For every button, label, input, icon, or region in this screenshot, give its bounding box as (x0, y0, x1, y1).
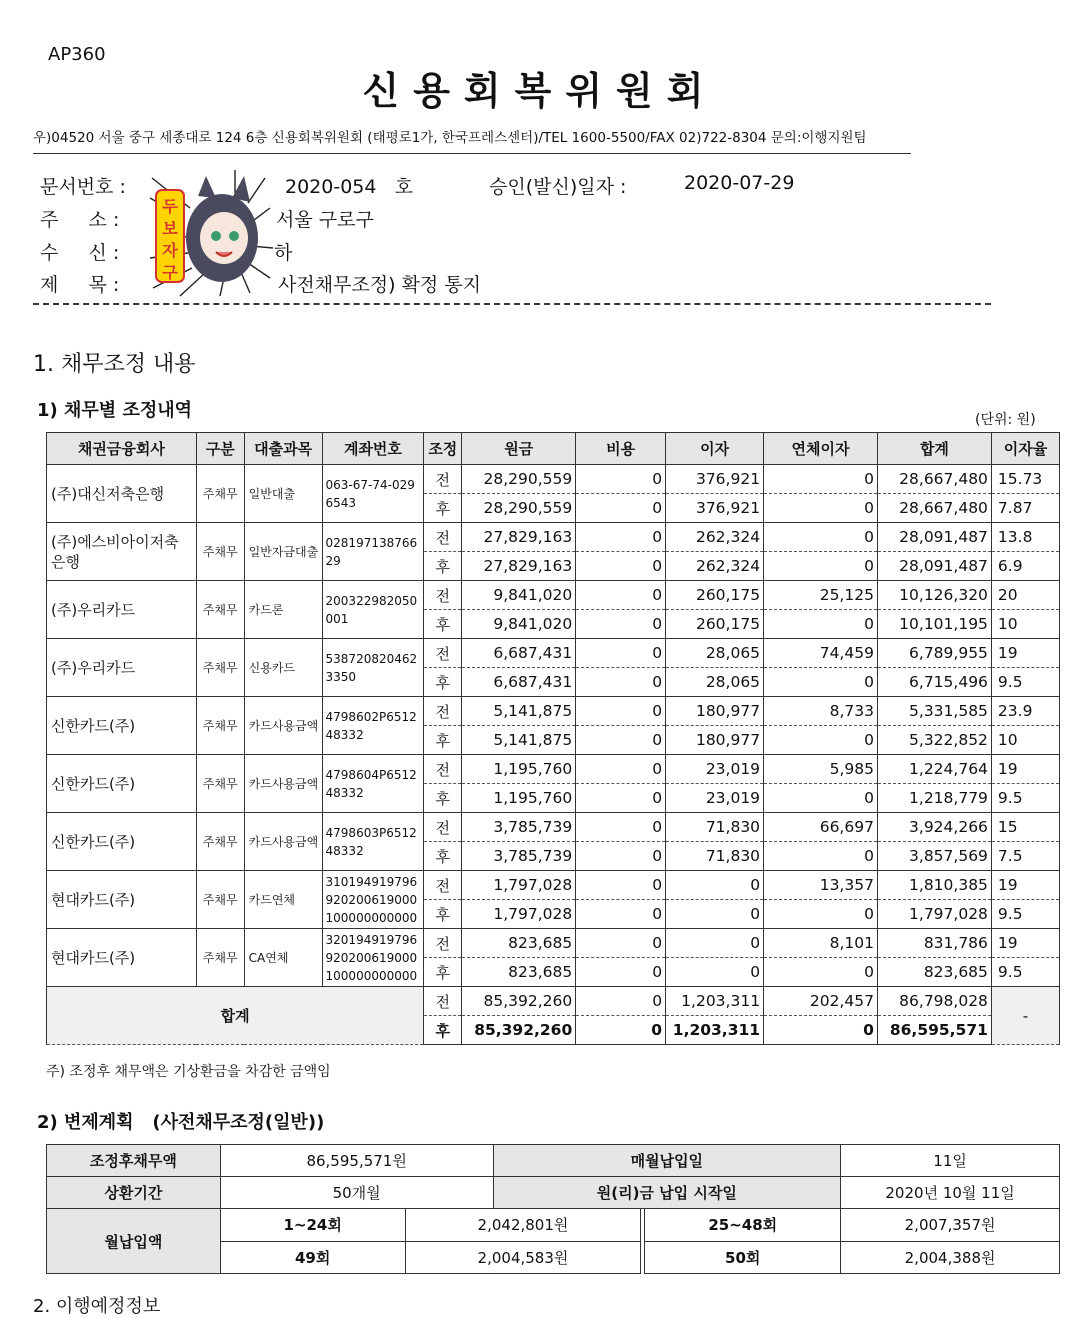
rate-cell: 13.8 (991, 523, 1059, 552)
cost-cell: 0 (576, 900, 666, 929)
stage-cell: 전 (424, 929, 462, 958)
rate-cell: 20 (991, 581, 1059, 610)
creditor-cell: 현대카드(주) (47, 929, 197, 987)
rate-cell: 9.5 (991, 958, 1059, 987)
overdue-cell: 0 (764, 494, 878, 523)
installment-amount: 2,004,388원 (841, 1241, 1060, 1274)
overdue-cell: 8,101 (764, 929, 878, 958)
overdue-cell: 0 (764, 900, 878, 929)
total-cell: 5,322,852 (877, 726, 991, 755)
column-header: 비용 (576, 433, 666, 465)
overdue-cell: 74,459 (764, 639, 878, 668)
principal-cell: 1,195,760 (462, 784, 576, 813)
column-header: 구분 (196, 433, 244, 465)
principal-cell: 9,841,020 (462, 610, 576, 639)
svg-text:자: 자 (162, 241, 178, 260)
total-cell: 10,101,195 (877, 610, 991, 639)
stage-cell: 전 (424, 871, 462, 900)
debt-kind-cell: 주채무 (196, 813, 244, 871)
organization-title: 신용회복위원회 (362, 69, 718, 113)
subsection-1-title: 1) 채무별 조정내역 (37, 400, 192, 421)
principal-cell: 6,687,431 (462, 639, 576, 668)
creditor-cell: (주)에스비아이저축은행 (47, 523, 197, 581)
stage-cell: 전 (424, 697, 462, 726)
interest-cell: 376,921 (666, 494, 764, 523)
rate-cell: 19 (991, 755, 1059, 784)
account-number-cell: 02819713876629 (322, 523, 424, 581)
total-cell: 1,810,385 (877, 871, 991, 900)
rate-cell: 15 (991, 813, 1059, 842)
overdue-cell: 0 (764, 842, 878, 871)
stage-cell: 전 (424, 639, 462, 668)
interest-cell: 23,019 (666, 784, 764, 813)
overdue-cell: 66,697 (764, 813, 878, 842)
stage-cell: 후 (424, 784, 462, 813)
loan-type-cell: 카드사용금액 (244, 813, 322, 871)
rate-cell: 10 (991, 610, 1059, 639)
account-number-cell: 4798602P651248332 (322, 697, 424, 755)
table-row (47, 755, 1060, 784)
svg-text:구: 구 (162, 263, 178, 282)
cost-cell: 0 (576, 784, 666, 813)
svg-text:보: 보 (162, 219, 178, 238)
overdue-cell: 5,985 (764, 755, 878, 784)
total-total-cell: 86,595,571 (877, 1016, 991, 1045)
debt-kind-cell: 주채무 (196, 581, 244, 639)
total-principal-cell: 85,392,260 (462, 987, 576, 1016)
interest-cell: 376,921 (666, 465, 764, 494)
svg-text:두: 두 (162, 197, 178, 216)
interest-cell: 28,065 (666, 668, 764, 697)
table-row (47, 523, 1060, 552)
rate-cell: 9.5 (991, 784, 1059, 813)
debt-kind-cell: 주채무 (196, 755, 244, 813)
loan-type-cell: 일반대출 (244, 465, 322, 523)
period-value: 50개월 (220, 1177, 493, 1209)
stage-cell: 후 (424, 668, 462, 697)
column-header: 합계 (877, 433, 991, 465)
interest-cell: 260,175 (666, 610, 764, 639)
principal-cell: 1,195,760 (462, 755, 576, 784)
table-row (47, 871, 1060, 900)
cost-cell: 0 (576, 871, 666, 900)
cost-cell: 0 (576, 610, 666, 639)
creditor-cell: (주)우리카드 (47, 639, 197, 697)
installment-amount: 2,004,583원 (405, 1241, 641, 1274)
creditor-cell: 신한카드(주) (47, 697, 197, 755)
account-number-cell: 4798604P651248332 (322, 755, 424, 813)
stage-cell: 후 (424, 552, 462, 581)
rate-cell: 19 (991, 929, 1059, 958)
account-number-cell: 4798603P651248332 (322, 813, 424, 871)
principal-cell: 6,687,431 (462, 668, 576, 697)
debt-kind-cell: 주채무 (196, 465, 244, 523)
column-header: 채권금융회사 (47, 433, 197, 465)
cost-cell: 0 (576, 929, 666, 958)
total-overdue-cell: 0 (764, 1016, 878, 1045)
column-header: 이자 (666, 433, 764, 465)
cost-cell: 0 (576, 552, 666, 581)
column-header: 원금 (462, 433, 576, 465)
cost-cell: 0 (576, 494, 666, 523)
stage-cell: 후 (424, 958, 462, 987)
cost-cell: 0 (576, 523, 666, 552)
debt-kind-cell: 주채무 (196, 523, 244, 581)
subsection-2-title: 2) 변제계획 (사전채무조정(일반)) (37, 1112, 325, 1133)
total-cell: 3,924,266 (877, 813, 991, 842)
table-row (47, 697, 1060, 726)
overdue-cell: 0 (764, 552, 878, 581)
total-cell: 10,126,320 (877, 581, 991, 610)
stage-cell: 전 (424, 813, 462, 842)
stage-cell: 전 (424, 465, 462, 494)
table-row (47, 813, 1060, 842)
total-cell: 823,685 (877, 958, 991, 987)
document-code: AP360 (48, 44, 106, 65)
cost-cell: 0 (576, 755, 666, 784)
total-cell: 3,857,569 (877, 842, 991, 871)
principal-cell: 3,785,739 (462, 813, 576, 842)
doc-no-value: 2020-054 호 (285, 176, 413, 198)
interest-cell: 180,977 (666, 726, 764, 755)
interest-cell: 0 (666, 900, 764, 929)
rate-cell: 9.5 (991, 900, 1059, 929)
principal-cell: 5,141,875 (462, 726, 576, 755)
monthly-payment-label: 월납입액 (47, 1209, 221, 1274)
total-cell: 1,218,779 (877, 784, 991, 813)
address-value: 서울 구로구 (276, 209, 374, 231)
cost-cell: 0 (576, 581, 666, 610)
section-2-title: 2. 이행예정정보 (33, 1296, 161, 1317)
redaction-sticker (150, 168, 275, 298)
stage-cell: 후 (424, 842, 462, 871)
account-number-cell: 320194919796920200619000100000000000 (322, 929, 424, 987)
section-1-title: 1. 채무조정 내용 (33, 352, 196, 377)
column-header: 이자율 (991, 433, 1059, 465)
table-row (47, 639, 1060, 668)
monthly-day-value: 11일 (841, 1145, 1060, 1177)
installment-amount: 2,007,357원 (841, 1209, 1060, 1242)
installment-range: 1~24회 (220, 1209, 405, 1242)
creditor-cell: (주)대신저축은행 (47, 465, 197, 523)
installment-amount: 2,042,801원 (405, 1209, 641, 1242)
table-row (47, 929, 1060, 958)
stage-cell: 전 (424, 987, 462, 1016)
total-row (47, 987, 1060, 1016)
interest-cell: 0 (666, 958, 764, 987)
cost-cell: 0 (576, 639, 666, 668)
total-cell: 831,786 (877, 929, 991, 958)
subject-label: 제 목 : (40, 274, 120, 296)
total-cell: 6,789,955 (877, 639, 991, 668)
recipient-label: 수 신 : (40, 242, 120, 264)
creditor-cell: 신한카드(주) (47, 813, 197, 871)
adjusted-debt-label: 조정후채무액 (47, 1145, 221, 1177)
recipient-value: 하 (274, 242, 293, 264)
total-principal-cell: 85,392,260 (462, 1016, 576, 1045)
total-cost-cell: 0 (576, 987, 666, 1016)
installment-range: 50회 (645, 1241, 841, 1274)
rate-cell: 23.9 (991, 697, 1059, 726)
start-date-value: 2020년 10월 11일 (841, 1177, 1060, 1209)
principal-cell: 823,685 (462, 929, 576, 958)
total-interest-cell: 1,203,311 (666, 987, 764, 1016)
interest-cell: 71,830 (666, 842, 764, 871)
creditor-cell: 현대카드(주) (47, 871, 197, 929)
creditor-cell: (주)우리카드 (47, 581, 197, 639)
rate-cell: 6.9 (991, 552, 1059, 581)
principal-cell: 1,797,028 (462, 900, 576, 929)
stage-cell: 전 (424, 581, 462, 610)
total-rate-cell: - (991, 987, 1059, 1045)
principal-cell: 28,290,559 (462, 465, 576, 494)
interest-cell: 262,324 (666, 552, 764, 581)
approval-date-value: 2020-07-29 (684, 172, 795, 194)
total-cell: 28,091,487 (877, 523, 991, 552)
total-cell: 28,667,480 (877, 494, 991, 523)
principal-cell: 823,685 (462, 958, 576, 987)
period-label: 상환기간 (47, 1177, 221, 1209)
debt-kind-cell: 주채무 (196, 929, 244, 987)
total-cell: 5,331,585 (877, 697, 991, 726)
debt-kind-cell: 주채무 (196, 871, 244, 929)
column-header: 연체이자 (764, 433, 878, 465)
stage-cell: 후 (424, 900, 462, 929)
total-cell: 1,224,764 (877, 755, 991, 784)
overdue-cell: 0 (764, 784, 878, 813)
overdue-cell: 0 (764, 610, 878, 639)
installment-range: 49회 (220, 1241, 405, 1274)
cost-cell: 0 (576, 842, 666, 871)
table-header-row (47, 433, 1060, 465)
cost-cell: 0 (576, 726, 666, 755)
principal-cell: 27,829,163 (462, 552, 576, 581)
column-header: 계좌번호 (322, 433, 424, 465)
adjusted-debt-value: 86,595,571원 (220, 1145, 493, 1177)
loan-type-cell: 카드사용금액 (244, 755, 322, 813)
plan-row (47, 1177, 1060, 1209)
cost-cell: 0 (576, 465, 666, 494)
rate-cell: 7.87 (991, 494, 1059, 523)
stage-cell: 전 (424, 523, 462, 552)
installment-range: 25~48회 (645, 1209, 841, 1242)
loan-type-cell: 신용카드 (244, 639, 322, 697)
principal-cell: 3,785,739 (462, 842, 576, 871)
rate-cell: 19 (991, 871, 1059, 900)
interest-cell: 0 (666, 871, 764, 900)
approval-date-label: 승인(발신)일자 : (489, 176, 627, 198)
total-overdue-cell: 202,457 (764, 987, 878, 1016)
interest-cell: 28,065 (666, 639, 764, 668)
total-cost-cell: 0 (576, 1016, 666, 1045)
stage-cell: 전 (424, 755, 462, 784)
rate-cell: 7.5 (991, 842, 1059, 871)
debt-kind-cell: 주채무 (196, 697, 244, 755)
subject-value: 사전채무조정) 확정 통지 (278, 274, 482, 296)
overdue-cell: 0 (764, 958, 878, 987)
organization-address: 우)04520 서울 중구 세종대로 124 6층 신용회복위원회 (태평로1가, 한국프레스센터)/TEL 1600-5500/FAX 02)722-8304 문의:이행지원팀 (33, 130, 867, 146)
interest-cell: 0 (666, 929, 764, 958)
account-number-cell: 310194919796920200619000100000000000 (322, 871, 424, 929)
cost-cell: 0 (576, 813, 666, 842)
meta-divider (33, 303, 991, 305)
rate-cell: 19 (991, 639, 1059, 668)
loan-type-cell: 카드사용금액 (244, 697, 322, 755)
principal-cell: 1,797,028 (462, 871, 576, 900)
principal-cell: 9,841,020 (462, 581, 576, 610)
header-divider (33, 153, 911, 154)
section-2-title-cut (33, 1296, 233, 1317)
address-label: 주 소 : (40, 209, 120, 231)
debt-kind-cell: 주채무 (196, 639, 244, 697)
total-total-cell: 86,798,028 (877, 987, 991, 1016)
overdue-cell: 0 (764, 726, 878, 755)
total-label-cell: 합계 (47, 987, 424, 1045)
rate-cell: 9.5 (991, 668, 1059, 697)
principal-cell: 27,829,163 (462, 523, 576, 552)
monthly-day-label: 매월납입일 (493, 1145, 841, 1177)
stage-cell: 후 (424, 494, 462, 523)
repayment-plan-table (46, 1144, 1060, 1274)
total-interest-cell: 1,203,311 (666, 1016, 764, 1045)
total-cell: 1,797,028 (877, 900, 991, 929)
plan-row (47, 1209, 1060, 1242)
loan-type-cell: 카드연체 (244, 871, 322, 929)
principal-cell: 28,290,559 (462, 494, 576, 523)
total-cell: 28,667,480 (877, 465, 991, 494)
interest-cell: 260,175 (666, 581, 764, 610)
loan-type-cell: CA연체 (244, 929, 322, 987)
rate-cell: 15.73 (991, 465, 1059, 494)
rate-cell: 10 (991, 726, 1059, 755)
overdue-cell: 25,125 (764, 581, 878, 610)
overdue-cell: 0 (764, 668, 878, 697)
overdue-cell: 0 (764, 523, 878, 552)
account-number-cell: 063-67-74-0296543 (322, 465, 424, 523)
overdue-cell: 13,357 (764, 871, 878, 900)
doc-no-label: 문서번호 : (40, 176, 126, 198)
column-header: 대출과목 (244, 433, 322, 465)
table-row (47, 465, 1060, 494)
column-header: 조정 (424, 433, 462, 465)
table-footnote: 주) 조정후 채무액은 기상환금을 차감한 금액임 (46, 1064, 331, 1080)
account-number-cell: 5387208204623350 (322, 639, 424, 697)
overdue-cell: 8,733 (764, 697, 878, 726)
table-row (47, 581, 1060, 610)
cost-cell: 0 (576, 958, 666, 987)
interest-cell: 262,324 (666, 523, 764, 552)
loan-type-cell: 일반자금대출 (244, 523, 322, 581)
cost-cell: 0 (576, 697, 666, 726)
debt-adjustment-table (46, 432, 1060, 1045)
creditor-cell: 신한카드(주) (47, 755, 197, 813)
total-cell: 6,715,496 (877, 668, 991, 697)
interest-cell: 71,830 (666, 813, 764, 842)
loan-type-cell: 카드론 (244, 581, 322, 639)
start-date-label: 원(리)금 납입 시작일 (493, 1177, 841, 1209)
interest-cell: 23,019 (666, 755, 764, 784)
stage-cell: 후 (424, 1016, 462, 1045)
overdue-cell: 0 (764, 465, 878, 494)
cost-cell: 0 (576, 668, 666, 697)
stage-cell: 후 (424, 726, 462, 755)
plan-row (47, 1145, 1060, 1177)
account-number-cell: 200322982050001 (322, 581, 424, 639)
stage-cell: 후 (424, 610, 462, 639)
interest-cell: 180,977 (666, 697, 764, 726)
unit-label: (단위: 원) (975, 412, 1036, 428)
total-cell: 28,091,487 (877, 552, 991, 581)
principal-cell: 5,141,875 (462, 697, 576, 726)
